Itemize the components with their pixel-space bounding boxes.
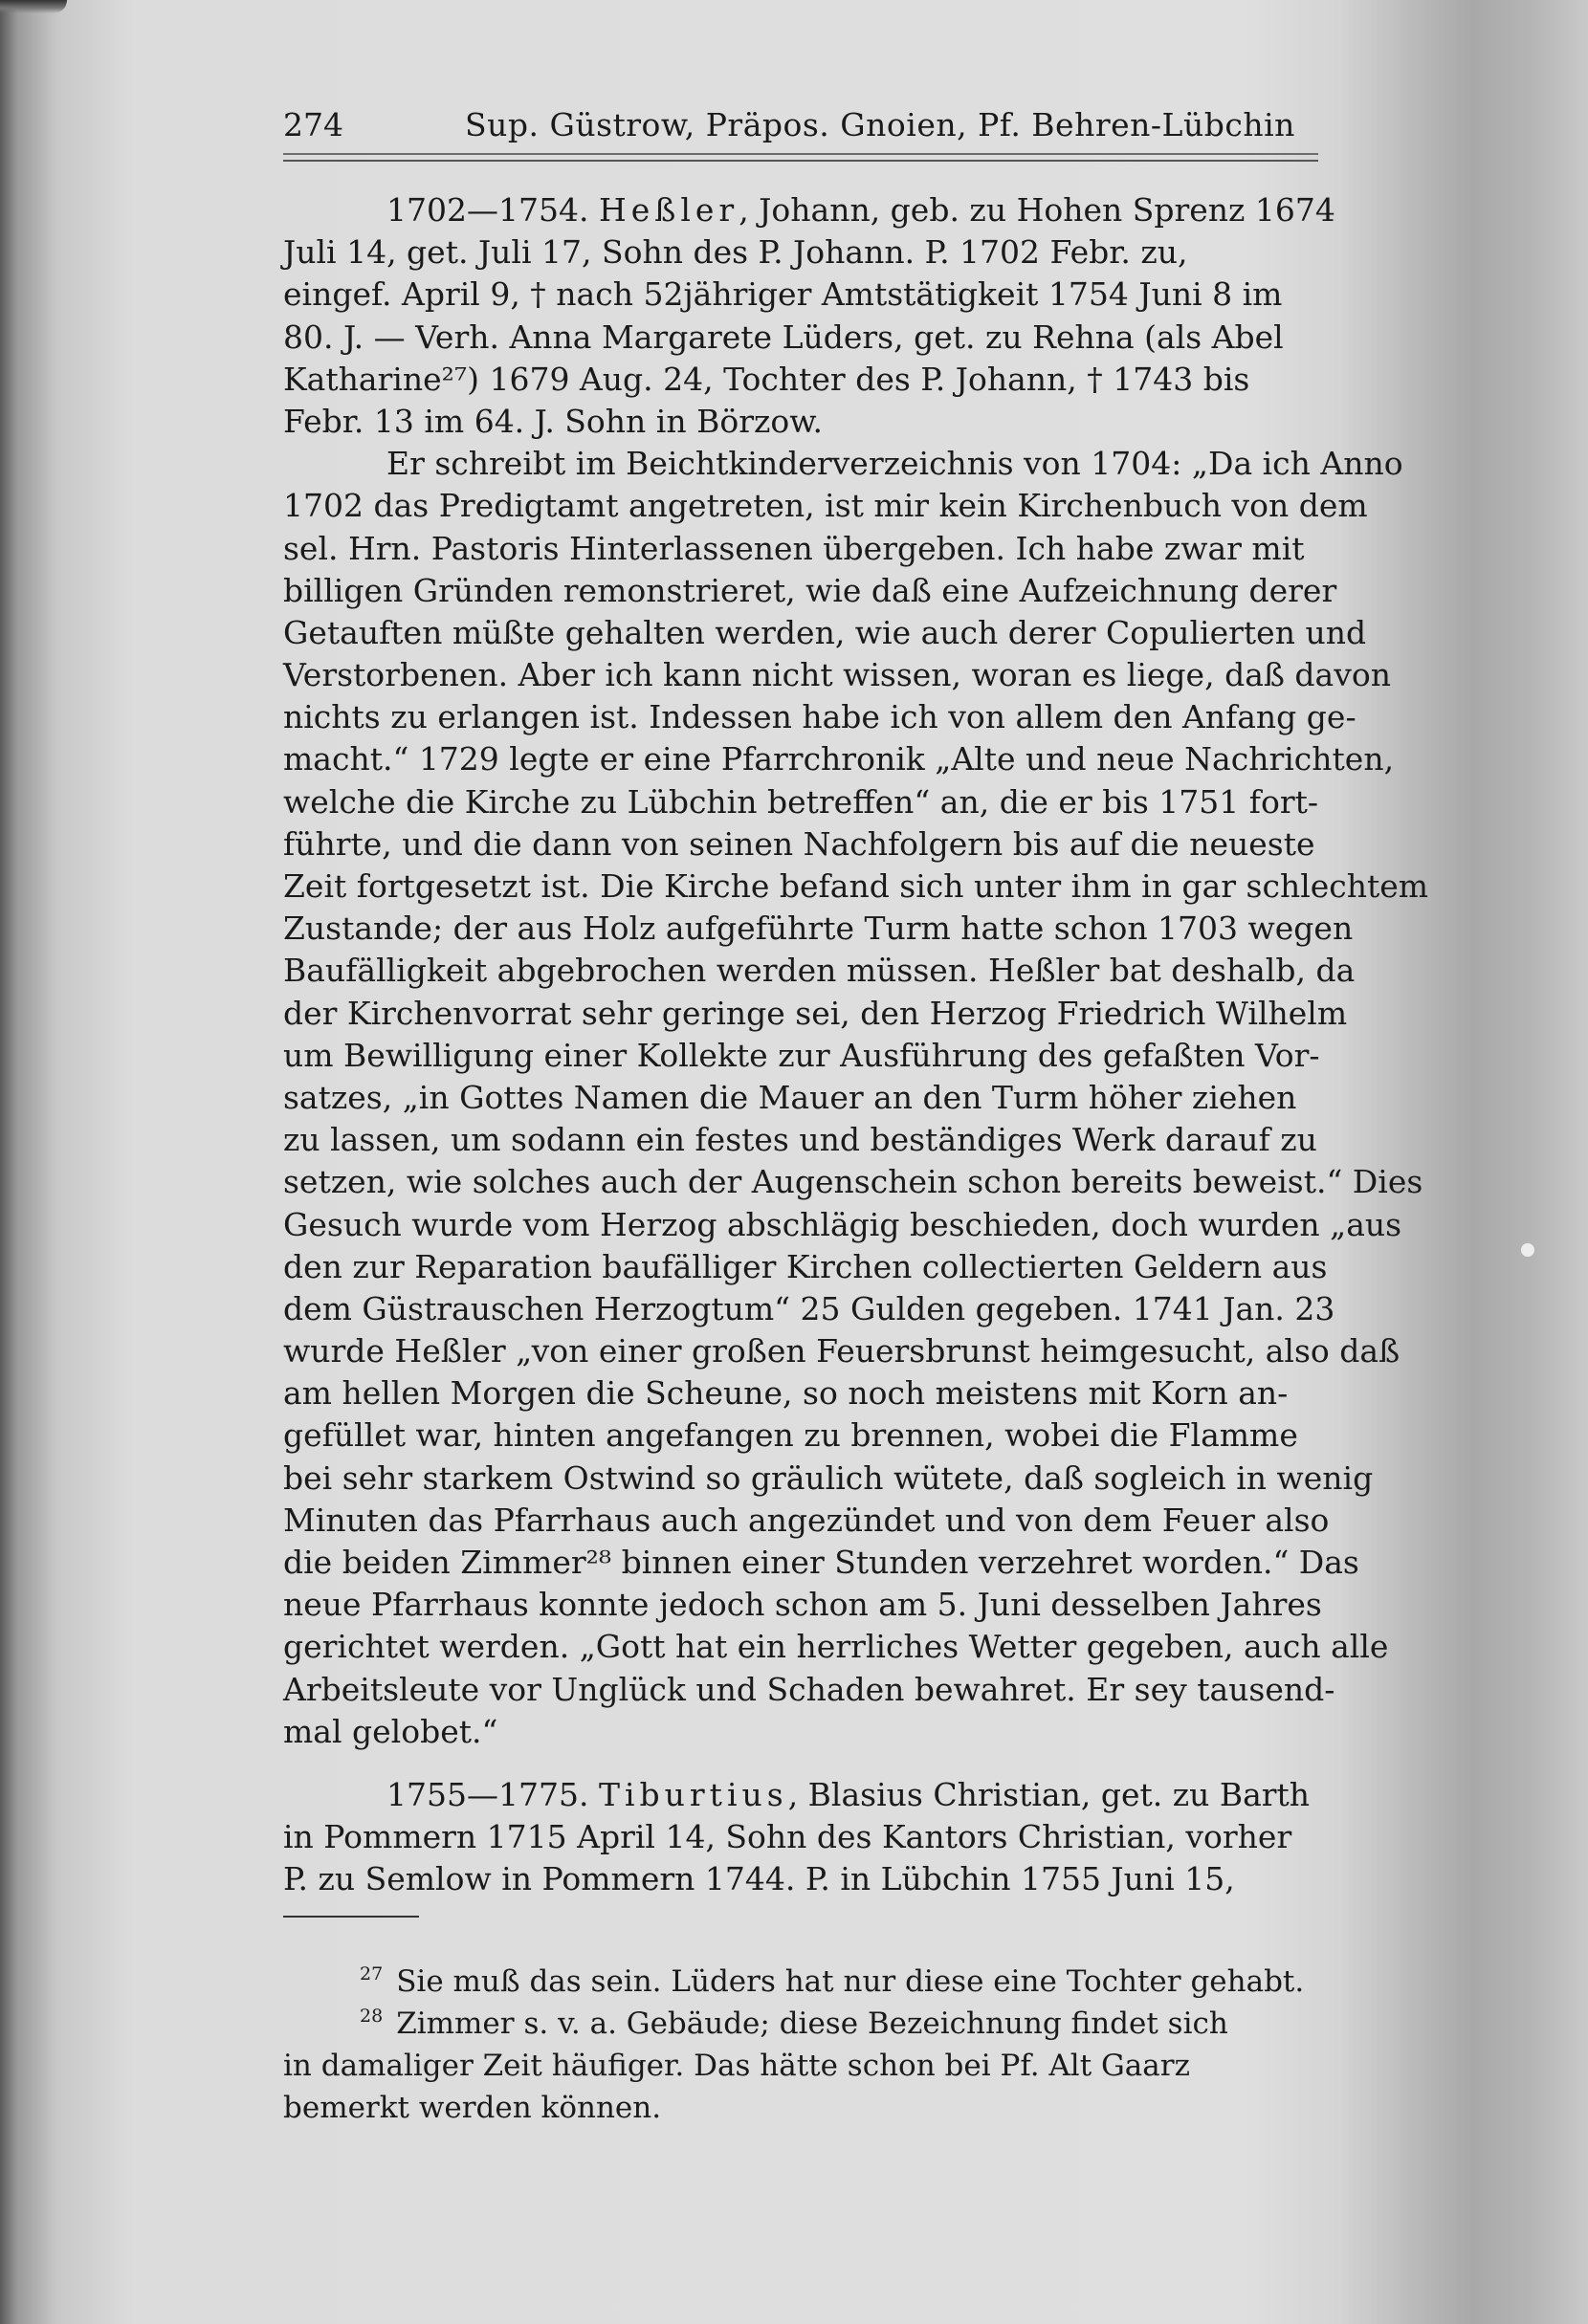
text-line: führte, und die dann von seinen Nachfolgern bis auf die neueste — [283, 824, 1315, 863]
text-line: der Kirchenvorrat sehr geringe sei, den Herzog Friedrich Wilhelm — [283, 994, 1348, 1032]
footnote-number: 27 — [360, 1963, 384, 1984]
entry-tiburtius — [283, 1774, 1335, 1901]
text-line: gerichtet werden. „Gott hat ein herrliches Wetter gegeben, auch alle — [283, 1628, 1389, 1666]
text-line: zu lassen, um sodann ein festes und beständiges Werk darauf zu — [283, 1121, 1317, 1159]
text-line: Arbeitsleute vor Unglück und Schaden bewahret. Er sey tausend- — [283, 1670, 1335, 1708]
running-title: Sup. Güstrow, Präpos. Gnoien, Pf. Behren-Lübchin — [465, 106, 1295, 143]
text-line: eingef. April 9, † nach 52jähriger Amtstätigkeit 1754 Juni 8 im — [283, 275, 1283, 314]
header-rule-bottom — [283, 160, 1318, 162]
text-line: Gesuch wurde vom Herzog abschlägig beschieden, doch wurden „aus — [283, 1205, 1402, 1243]
footnote-line: in damaliger Zeit häufiger. Das hätte schon bei Pf. Alt Gaarz — [283, 2049, 1190, 2083]
entry-dates: 1755—1775. — [386, 1775, 589, 1813]
footnotes — [283, 1961, 1335, 2129]
text-line: welche die Kirche zu Lübchin betreffen“ an, die er bis 1751 fort- — [283, 782, 1319, 821]
footnote-line: $^{27}$ Sie muß das sein. Lüders hat nur diese eine Tochter gehabt. — [360, 1963, 1305, 1999]
footnote-line: $^{28}$ Zimmer s. v. a. Gebäude; diese Bezeichnung findet sich — [360, 2006, 1228, 2041]
text-line: dem Güstrauschen Herzogtum“ 25 Gulden gegeben. 1741 Jan. 23 — [283, 1289, 1335, 1327]
text-line: 80. J. — Verh. Anna Margarete Lüders, get. zu Rehna (als Abel — [283, 318, 1284, 356]
entry-dates: 1702—1754. — [386, 191, 589, 229]
text-line: neue Pfarrhaus konnte jedoch schon am 5. Juni desselben Jahres — [283, 1586, 1322, 1624]
text-line: Juli 14, get. Juli 17, Sohn des P. Johann. P. 1702 Febr. zu, — [283, 233, 1188, 272]
text-line: Er schreibt im Beichtkinderverzeichnis von 1704: „Da ich Anno — [386, 445, 1403, 483]
text-line: billigen Gründen remonstrieret, wie daß eine Aufzeichnung derer — [283, 571, 1337, 609]
footnote-27 — [283, 1961, 1335, 2003]
text-line: Zustande; der aus Holz aufgeführte Turm hatte schon 1703 wegen — [283, 910, 1354, 948]
text-line: die beiden Zimmer²⁸ binnen einer Stunden verzehret worden.“ Das — [283, 1544, 1359, 1581]
text-line: macht.“ 1729 legte er eine Pfarrchronik „Alte und neue Nachrichten, — [283, 740, 1395, 778]
text-line: in Pommern 1715 April 14, Sohn des Kantors Christian, vorher — [283, 1818, 1292, 1856]
page-number: 274 — [283, 106, 343, 143]
text-line: nichts zu erlangen ist. Indessen habe ich von allem den Anfang ge- — [283, 698, 1356, 736]
text-line: gefüllet war, hinten angefangen zu brennen, wobei die Flamme — [283, 1416, 1298, 1455]
footnote-28 — [283, 2003, 1335, 2129]
text-line: setzen, wie solches auch der Augenschein schon bereits beweist.“ Dies — [283, 1163, 1423, 1201]
text-line: Katharine²⁷) 1679 Aug. 24, Tochter des P. Johann, † 1743 bis — [283, 360, 1250, 398]
text-line: 1755—1775. Tiburtius, Blasius Christian, get. zu Barth — [386, 1775, 1311, 1813]
page-corner-shadow — [0, 0, 67, 13]
footnote-number: 28 — [360, 2006, 384, 2027]
footnote-line: bemerkt werden können. — [283, 2091, 662, 2125]
text-line: bei sehr starkem Ostwind so gräulich wütete, daß sogleich in wenig — [283, 1458, 1374, 1497]
text-line: Zeit fortgesetzt ist. Die Kirche befand sich unter ihm in gar schlechtem — [283, 867, 1429, 905]
entry-name: Tiburtius — [598, 1775, 788, 1813]
text-line: Verstorbenen. Aber ich kann nicht wissen, woran es liege, daß davon — [283, 656, 1391, 694]
text-line: satzes, „in Gottes Namen die Mauer an den Turm höher ziehen — [283, 1078, 1297, 1116]
text-line: mal gelobet.“ — [283, 1712, 498, 1750]
text-line: P. zu Semlow in Pommern 1744. P. in Lübchin 1755 Juni 15, — [283, 1860, 1235, 1898]
text-line: um Bewilligung einer Kollekte zur Ausführung des gefaßten Vor- — [283, 1036, 1320, 1074]
text-line: Getauften müßte gehalten werden, wie auch derer Copulierten und — [283, 613, 1367, 651]
text-line: den zur Reparation baufälliger Kirchen collectierten Geldern aus — [283, 1247, 1328, 1285]
entry-hessler — [283, 189, 1335, 443]
header-rule-top — [283, 153, 1318, 155]
paper-speck — [1521, 1243, 1534, 1257]
text-line: 1702 das Predigtamt angetreten, ist mir kein Kirchenbuch von dem — [283, 487, 1368, 525]
text-line: 1702—1754. Heßler, Johann, geb. zu Hohen Sprenz 1674 — [386, 191, 1335, 229]
text-line: am hellen Morgen die Scheune, so noch meistens mit Korn an- — [283, 1374, 1289, 1413]
footnote-separator — [283, 1916, 419, 1918]
text-line: Febr. 13 im 64. J. Sohn in Börzow. — [283, 402, 824, 440]
text-line: Minuten das Pfarrhaus auch angezündet und von dem Feuer also — [283, 1501, 1330, 1539]
page-header — [283, 103, 1318, 147]
paragraph-hessler-narrative — [283, 443, 1429, 1753]
entry-name: Heßler — [598, 191, 739, 229]
text-line: sel. Hrn. Pastoris Hinterlassenen übergeben. Ich habe zwar mit — [283, 529, 1305, 567]
text-line: Baufälligkeit abgebrochen werden müssen. Heßler bat deshalb, da — [283, 952, 1356, 990]
text-line: wurde Heßler „von einer großen Feuersbrunst heimgesucht, also daß — [283, 1332, 1401, 1370]
body-text — [283, 189, 1429, 1901]
